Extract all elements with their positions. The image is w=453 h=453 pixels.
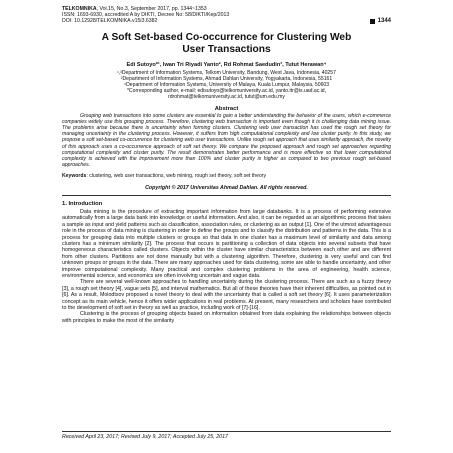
affiliations xyxy=(62,70,391,100)
journal-name: TELKOMNIKA xyxy=(62,6,97,12)
journal-doi: DOI: 10.12928/TELKOMNIKA.v15i3.6382 xyxy=(62,18,158,25)
affiliation-line: ¹,³Department of Information Systems, Telkom University, Bandung, West Java, Indonesia, 40257 xyxy=(117,69,336,76)
author-list: Edi Sutoyo*¹, Iwan Tri Riyadi Yanto², Rd Rohmat Saedudin³, Tutut Herawan⁴ xyxy=(126,61,327,68)
paragraph: There are several well-known approaches to handling uncertainty during the clustering process. There are such as a fuzzy theory [3], a rough set theory [4], vague sets [5], and interval mathematics. But all of these theories have their inherent difficulties, as pointed out in [6]. As a result, Molodtsov proposed a novel theory to deal with the uncertainty that is called a soft set theory [6]. It uses parameterization concept as its main vehicle, hence it offers wider applications in real problems. At present, many researchers and scholars have contributed to the development of soft set in theory as well as practice, including work of [7]-[16]. xyxy=(62,279,391,312)
journal-issn: ISSN: 1693-6930, accredited A by DIKTI, Decree No: 58/DIKTI/Kep/2013 xyxy=(62,12,230,19)
affiliation-line: rdrohmat@telkomuniversity.ac.id, tutut@um.edu.my xyxy=(168,93,285,100)
divider xyxy=(62,195,391,196)
abstract-text: Grouping web transactions into some clusters are essential to gain a better understanding the behavior of the users, which e-commerce companies widely use this grouping process. Therefore, clustering web transaction is important even though it is challenging data mining issue. The problems arise because there is uncertainty when forming clusters. Clustering web user transaction has used the rough set theory for managing uncertainty in the clustering process. However, it suffers from high computational complexity and low cluster purity. In this study, we propose a soft set-based co-occurrence for clustering web user transactions. Unlike rough set approach that uses similarity approach, the novelty of this approach uses a co-occurrence approach of soft set theory. We compare the proposed approach and rough set approaches regarding computational complexity and cluster purity. The result demonstrates better performance and is more effective so that lower computational complexity is achieved with the improvement more than 100% and cluster purity is higher as compared to two previous rough set-based approaches. xyxy=(62,113,391,168)
paper-title: A Soft Set-based Co-occurrence for Clustering Web User Transactions xyxy=(101,31,352,55)
affiliation-line: ⁴Department of Information Systems, University of Malaya, Kuala Lumpur, Malaysia, 50603 xyxy=(123,81,330,88)
received-dates: Received April 23, 2017; Revised July 9, 2017; Accepted July 25, 2017 xyxy=(62,431,391,440)
keywords: Keywords: clustering, web user transactions, web mining, rough set theory, soft set theory xyxy=(62,172,267,179)
page-number: 1344 xyxy=(370,18,391,24)
paragraph: Clustering is the process of grouping objects based on information obtained from data explaining the relationships between objects with principles to make the most of the similarity xyxy=(62,311,391,324)
abstract-heading: Abstract xyxy=(214,106,239,113)
square-icon xyxy=(370,19,375,24)
section-heading: 1. Introduction xyxy=(62,200,103,207)
journal-header: TELKOMNIKA, Vol.15, No.3, September 2017, pp. 1344~1353 ISSN: 1693-6930, accredited A by DIKTI, Decree No: 58/DIKTI/Kep/2013 DOI: 10.12928/TELKOMNIKA.v15i3.6382 1344 xyxy=(62,6,391,25)
affiliation-line: ²Department of Information Systems, Ahmad Dahlan University, Yogyakarta, Indonesia, 55161 xyxy=(120,75,333,82)
journal-volume: Vol.15, No.3, September 2017, pp. 1344~1353 xyxy=(99,6,207,12)
affiliation-line: *Corresponding author, e-mail: edisutoyo@telkomuniversity.ac.id, yanto.itr@is.uad.ac.id, xyxy=(126,87,327,94)
introduction-body xyxy=(62,209,391,324)
copyright-notice: Copyright © 2017 Universitas Ahmad Dahlan. All rights reserved. xyxy=(145,184,308,191)
paragraph: Data mining is the procedure of extracting important information from large databanks. It is a process of performing extensive automatically from a large data bank into knowledge or useful information. And also, it can be regarded as an algorithmic process that takes a sample as input and yield patterns such as classification, association rules, or clustering as an output [1]. One of the utmost advantageous role in the process of data mining is clustering in order to define the groups and to classify the distribution and patterns in the data. This is a process for grouping data into multiple clusters or groups so that data in one cluster has a maximum level of similarity and data among clusters has a minimum similarity [2]. The process that occurs is partitioning a collection of data objects into several subsets that have homogeneous characteristics called clusters. Objects within the cluster have similar characteristics between each other and are different from other clusters. Partitions are not done manually but with a clustering algorithm. Therefore, clustering is very useful and can find unknown groups or groups in the data. There are many approaches used for data clustering, some are able to handle uncertainty, and other improve computational complexity. Many practical and complex clustering problems in the area of engineering, health science, environmental science, and economics are often involving uncertain and vague data. xyxy=(62,208,391,279)
